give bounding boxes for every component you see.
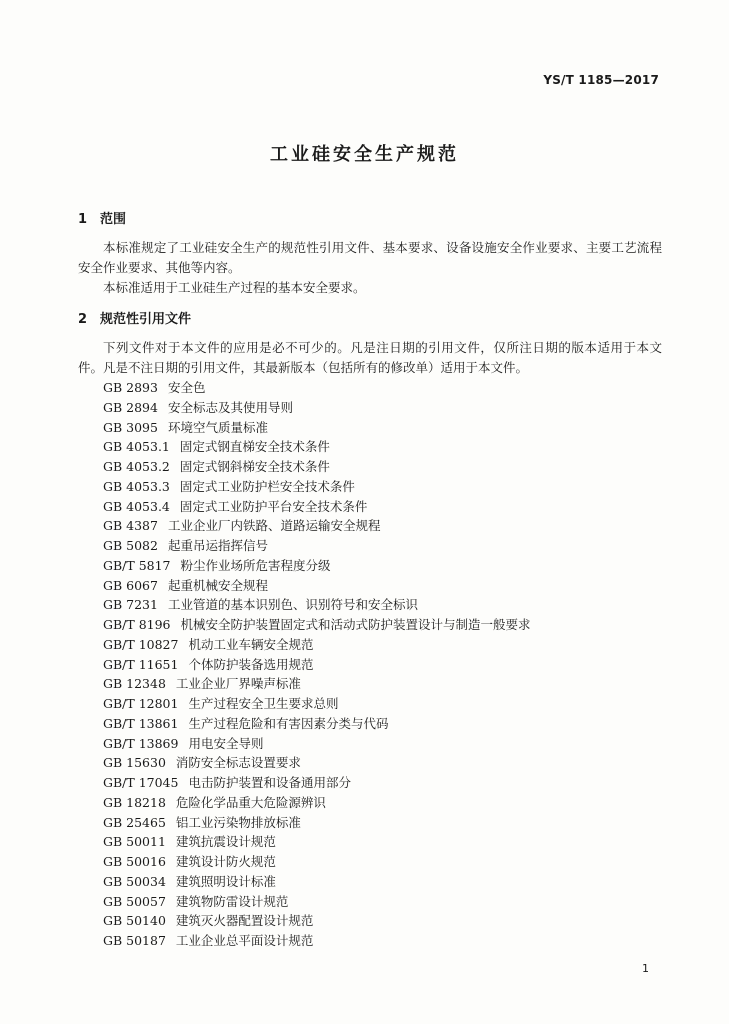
reference-title: 安全标志及其使用导则 [167,399,293,415]
section-2-intro: 下列文件对于本文件的应用是必不可少的。凡是注日期的引用文件，仅所注日期的版本适用于本文件。凡是不注日期的引用文件，其最新版本（包括所有的修改单）适用于本文件。 [78,340,662,375]
reference-title: 机动工业车辆安全规范 [188,636,314,652]
section-2-title: 规范性引用文件 [100,312,192,327]
reference-title: 消防安全标志设置要求 [175,755,301,771]
reference-code: GB 50011 [103,834,166,850]
reference-item [103,832,531,852]
reference-item [103,457,531,477]
reference-code: GB 3095 [103,419,158,435]
reference-code: GB 12348 [103,676,166,692]
standard-code: YS/T 1185—2017 [543,73,659,87]
reference-code: GB/T 5817 [103,557,171,573]
reference-item [103,378,531,398]
reference-item [103,516,531,536]
reference-title: 工业管道的基本识别色、识别符号和安全标识 [167,597,418,613]
reference-item [103,437,531,457]
section-2-number: 2 [78,312,88,327]
reference-title: 建筑照明设计标准 [175,873,276,889]
reference-list [103,378,531,951]
reference-title: 固定式工业防护栏安全技术条件 [179,478,355,494]
reference-title: 用电安全导则 [188,735,264,751]
reference-code: GB 15630 [103,755,166,771]
reference-code: GB 50016 [103,854,166,869]
reference-title: 机械安全防护装置固定式和活动式防护装置设计与制造一般要求 [180,617,531,632]
document-title: 工业硅安全生产规范 [270,144,459,165]
reference-item [103,398,531,418]
reference-code: GB 4053.4 [103,498,170,514]
reference-code: GB/T 12801 [103,696,179,711]
reference-title: 工业企业厂内铁路、道路运输安全规程 [167,518,381,534]
reference-item [103,497,531,517]
reference-code: GB 18218 [103,794,166,810]
reference-item [103,615,531,635]
reference-code: GB/T 13861 [103,715,179,731]
section-2-heading [78,308,191,327]
reference-title: 粉尘作业场所危害程度分级 [180,557,331,573]
reference-title: 建筑灭火器配置设计规范 [175,913,314,929]
reference-item [103,595,531,615]
section-1-heading [78,208,126,227]
reference-code: GB/T 17045 [103,775,179,790]
reference-title: 建筑物防雷设计规范 [175,893,289,909]
reference-title: 起重机械安全规程 [167,577,268,593]
reference-code: GB 50057 [103,893,166,909]
reference-item [103,418,531,438]
reference-item [103,576,531,596]
reference-item [103,872,531,892]
reference-item [103,753,531,773]
reference-code: GB 4053.1 [103,439,170,455]
reference-title: 电击防护装置和设备通用部分 [188,775,351,790]
reference-code: GB 7231 [103,597,158,613]
reference-title: 危险化学品重大危险源辨识 [175,794,326,810]
reference-title: 生产过程安全卫生要求总则 [188,696,339,711]
reference-code: GB 6067 [103,577,158,593]
reference-item [103,813,531,833]
reference-item [103,734,531,754]
reference-code: GB 25465 [103,814,166,830]
reference-code: GB 50187 [103,933,166,948]
page-number: 1 [642,962,649,975]
reference-code: GB/T 13869 [103,735,179,751]
reference-title: 建筑设计防火规范 [175,854,276,869]
reference-item [103,635,531,655]
reference-code: GB 2893 [103,380,158,395]
reference-item [103,911,531,931]
reference-title: 铝工业污染物排放标准 [175,814,301,830]
reference-item [103,674,531,694]
reference-title: 环境空气质量标准 [167,419,268,435]
reference-item [103,931,531,951]
reference-item [103,536,531,556]
section-1-title: 范围 [100,212,127,227]
reference-item [103,892,531,912]
reference-item [103,655,531,675]
reference-title: 工业企业厂界噪声标准 [175,676,301,692]
reference-title: 个体防护装备选用规范 [188,656,314,672]
reference-code: GB/T 10827 [103,636,179,652]
reference-title: 建筑抗震设计规范 [175,834,276,850]
reference-title: 工业企业总平面设计规范 [175,933,314,948]
reference-code: GB 4387 [103,518,158,534]
reference-title: 固定式钢斜梯安全技术条件 [179,459,330,474]
reference-item [103,852,531,872]
section-1-paragraph-1: 本标准规定了工业硅安全生产的规范性引用文件、基本要求、设备设施安全作业要求、主要工艺流程安全作业要求、其他等内容。 [78,240,662,275]
reference-title: 生产过程危险和有害因素分类与代码 [188,715,389,731]
reference-item [103,694,531,714]
reference-title: 起重吊运指挥信号 [167,538,268,553]
reference-code: GB/T 11651 [103,656,179,672]
reference-item [103,556,531,576]
reference-code: GB 50034 [103,873,166,889]
reference-code: GB 2894 [103,399,158,415]
reference-code: GB 50140 [103,913,166,929]
reference-code: GB 5082 [103,538,158,553]
reference-title: 固定式工业防护平台安全技术条件 [179,498,368,514]
reference-title: 固定式钢直梯安全技术条件 [179,439,330,455]
reference-item [103,714,531,734]
reference-code: GB 4053.2 [103,459,170,474]
reference-item [103,477,531,497]
reference-item [103,773,531,793]
section-1-number: 1 [78,212,88,227]
reference-code: GB 4053.3 [103,478,170,494]
reference-code: GB/T 8196 [103,617,171,632]
reference-title: 安全色 [167,380,206,395]
section-1-paragraph-2: 本标准适用于工业硅生产过程的基本安全要求。 [103,280,366,295]
reference-item [103,793,531,813]
